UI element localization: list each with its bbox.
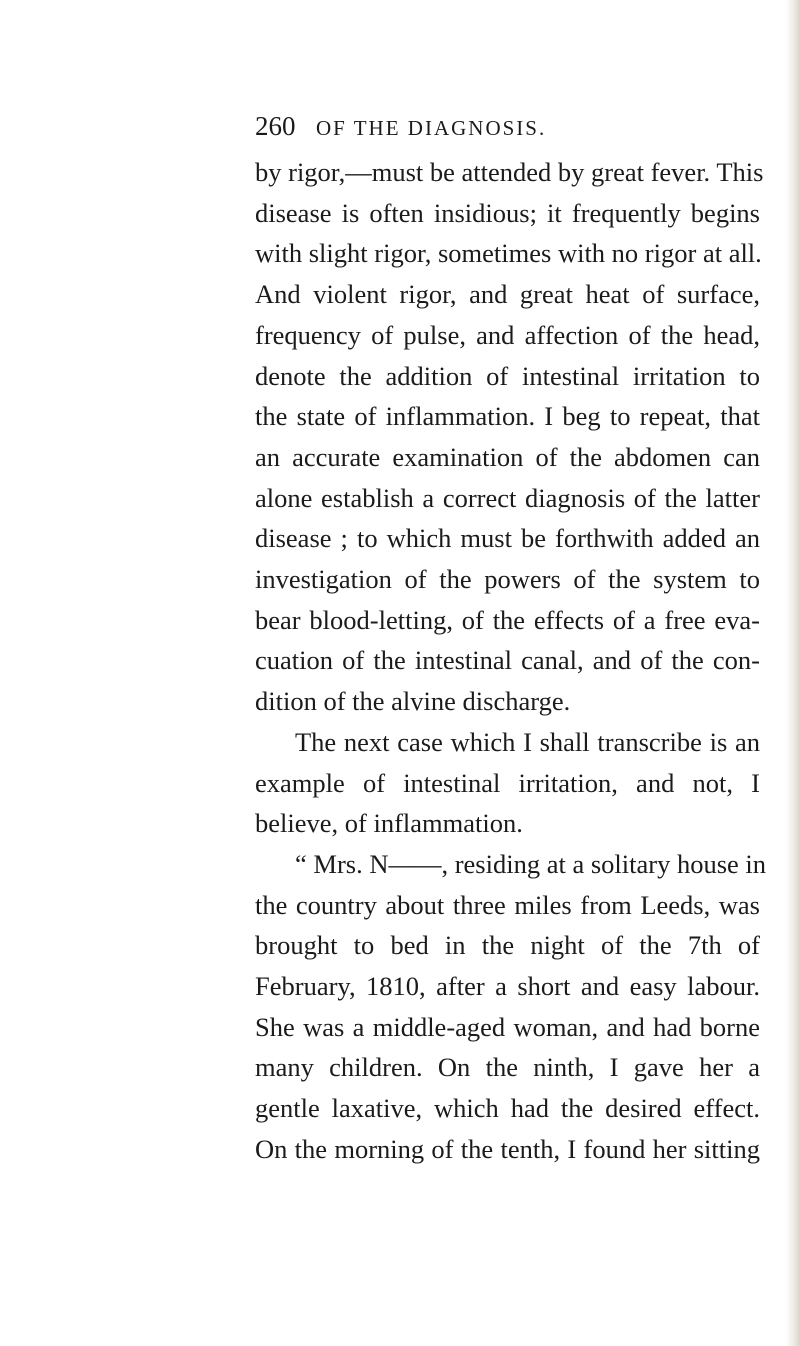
text-line: the country about three miles from Leeds, was (255, 889, 760, 920)
text-line: The next case which I shall transcribe is an (295, 726, 760, 757)
text-line: an accurate examination of the abdomen can (255, 441, 760, 472)
text-line: She was a middle-aged woman, and had borne (255, 1011, 760, 1042)
text-line: with slight rigor, sometimes with no rigor at all. (255, 238, 762, 269)
text-line: brought to bed in the night of the 7th of (255, 930, 760, 961)
text-line: many children. On the ninth, I gave her a (255, 1052, 760, 1083)
text-line: believe, of inflammation. (255, 808, 523, 839)
page-number: 260 (255, 111, 296, 141)
text-line: the state of inflammation. I beg to repeat, that (255, 401, 760, 432)
text-line: “ Mrs. N——, residing at a solitary house in (295, 848, 767, 879)
text-line: gentle laxative, which had the desired effect. (255, 1093, 760, 1124)
text-line: denote the addition of intestinal irritation to (255, 360, 760, 391)
page-header (0, 106, 800, 146)
text-line: alone establish a correct diagnosis of the latter (255, 482, 760, 513)
text-line: On the morning of the tenth, I found her sitting (255, 1133, 760, 1164)
text-line: disease is often insidious; it frequently begins (255, 197, 760, 228)
text-line: bear blood-letting, of the effects of a free eva- (255, 604, 760, 635)
text-line: frequency of pulse, and affection of the head, (255, 319, 760, 350)
text-line: investigation of the powers of the system to (255, 564, 760, 595)
text-line: And violent rigor, and great heat of surface, (255, 279, 760, 310)
text-line: February, 1810, after a short and easy labour. (255, 971, 760, 1002)
body-text (255, 152, 767, 1170)
text-line: disease ; to which must be forthwith added an (255, 523, 760, 554)
text-line: dition of the alvine discharge. (255, 686, 571, 717)
text-line: by rigor,—must be attended by great fever. This (255, 157, 764, 187)
text-line: cuation of the intestinal canal, and of the con- (255, 645, 760, 676)
text-line: example of intestinal irritation, and not, I (255, 767, 760, 798)
page-edge-shadow (786, 0, 800, 1346)
running-head: OF THE DIAGNOSIS. (316, 116, 547, 140)
